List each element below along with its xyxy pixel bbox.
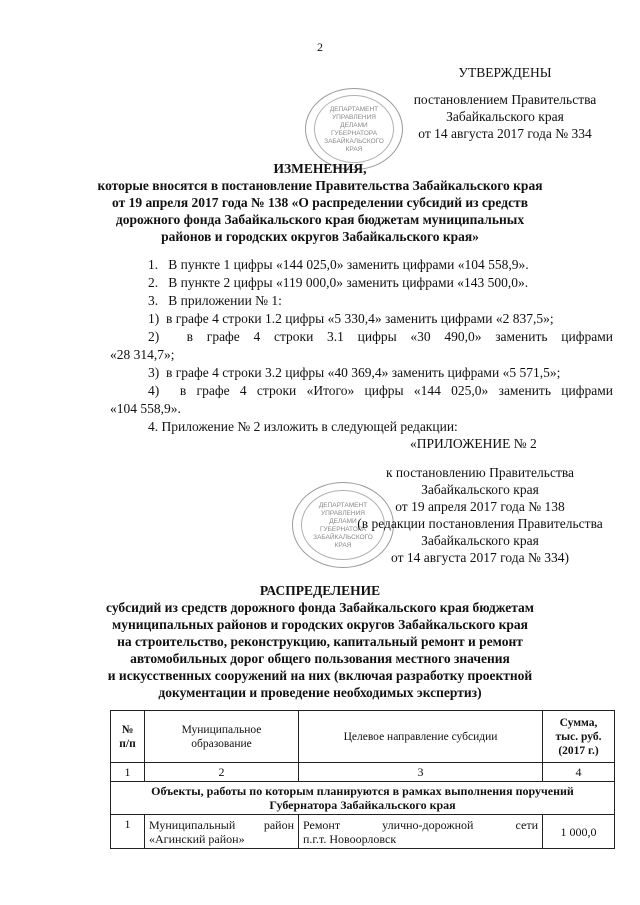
column-number-row	[111, 763, 615, 782]
distribution-heading: РАСПРЕДЕЛЕНИЕ	[259, 583, 381, 598]
page-number: 2	[317, 40, 323, 54]
appendix-line: от 19 апреля 2017 года № 138	[395, 499, 565, 514]
subitem-4-cont: «104 558,9».	[110, 401, 181, 416]
title-heading: ИЗМЕНЕНИЯ,	[273, 161, 367, 176]
distribution-line: документации и проведение необходимых экспертиз)	[158, 685, 482, 700]
official-stamp-1: ДЕПАРТАМЕНТ УПРАВЛЕНИЯ ДЕЛАМИ ГУБЕРНАТОРА ЗАБАЙКАЛЬСКОГО КРАЯ	[305, 88, 403, 170]
column-number: 1	[111, 763, 145, 782]
approval-line: постановлением Правительства	[413, 92, 597, 107]
document-title	[0, 160, 640, 245]
appendix-line: от 14 августа 2017 года № 334)	[391, 550, 569, 565]
item-1: 1. В пункте 1 цифры «144 025,0» заменить цифрами «104 558,9».	[148, 257, 529, 272]
approval-heading: УТВЕРЖДЕНЫ	[458, 65, 552, 80]
title-line: которые вносятся в постановление Правительства Забайкальского края	[97, 178, 543, 193]
appendix-heading: «ПРИЛОЖЕНИЕ № 2	[410, 436, 537, 451]
title-line: от 19 апреля 2017 года № 138 «О распределении субсидий из средств	[112, 195, 528, 210]
column-number: 2	[145, 763, 299, 782]
distribution-title	[0, 582, 640, 701]
subitem-1: 1) в графе 4 строки 1.2 цифры «5 330,4» заменить цифрами «2 837,5»;	[148, 311, 554, 326]
appendix-lines	[330, 464, 630, 566]
section-title: Объекты, работы по которым планируются в рамках выполнения поручений Губернатора Забайкальского края	[111, 782, 615, 815]
distribution-table	[110, 710, 615, 849]
approval-line: от 14 августа 2017 года № 334	[418, 126, 592, 141]
distribution-line: на строительство, реконструкцию, капитальный ремонт и ремонт	[117, 634, 523, 649]
item-4: 4. Приложение № 2 изложить в следующей редакции:	[148, 419, 458, 434]
item-3: 3. В приложении № 1:	[148, 293, 282, 308]
row-sum: 1 000,0	[543, 815, 615, 849]
appendix-line: (в редакции постановления Правительства	[357, 516, 603, 531]
official-stamp-2: ДЕПАРТАМЕНТ УПРАВЛЕНИЯ ДЕЛАМИ ГУБЕРНАТОРА ЗАБАЙКАЛЬСКОГО КРАЯ	[292, 482, 394, 568]
section-row	[111, 782, 615, 815]
subitem-2: 2) в графе 4 строки 3.1 цифры «30 490,0» заменить цифрами	[148, 329, 613, 344]
column-number: 4	[543, 763, 615, 782]
table-header-row	[111, 711, 615, 763]
appendix-line: Забайкальского края	[421, 482, 539, 497]
row-municipality: Муниципальный район «Агинский район»	[145, 815, 299, 849]
row-num: 1	[111, 815, 145, 849]
title-line: дорожного фонда Забайкальского края бюджетам муниципальных	[115, 212, 525, 227]
appendix-line: к постановлению Правительства	[385, 465, 575, 480]
header-municipality: Муниципальное образование	[145, 711, 299, 763]
header-sum: Сумма, тыс. руб. (2017 г.)	[543, 711, 615, 763]
distribution-line: автомобильных дорог общего пользования местного значения	[130, 651, 510, 666]
distribution-line: и искусственных сооружений на них (включая разработку проектной	[107, 668, 533, 683]
column-number: 3	[299, 763, 543, 782]
table-row	[111, 815, 615, 849]
title-line: районов и городских округов Забайкальского края»	[161, 229, 479, 244]
subitem-4: 4) в графе 4 строки «Итого» цифры «144 025,0» заменить цифрами	[148, 383, 613, 398]
subitem-3: 3) в графе 4 строки 3.2 цифры «40 369,4» заменить цифрами «5 571,5»;	[148, 365, 561, 380]
approval-block	[395, 64, 615, 142]
row-purpose: Ремонт улично-дорожной сети п.г.т. Новоорловск	[299, 815, 543, 849]
header-purpose: Целевое направление субсидии	[299, 711, 543, 763]
appendix-line: Забайкальского края	[421, 533, 539, 548]
distribution-line: субсидий из средств дорожного фонда Забайкальского края бюджетам	[106, 600, 534, 615]
subitem-2-cont: «28 314,7»;	[110, 347, 175, 362]
header-num: № п/п	[111, 711, 145, 763]
distribution-line: муниципальных районов и городских округов Забайкальского края	[112, 617, 528, 632]
item-2: 2. В пункте 2 цифры «119 000,0» заменить цифрами «143 500,0».	[148, 275, 529, 290]
approval-line: Забайкальского края	[446, 109, 564, 124]
